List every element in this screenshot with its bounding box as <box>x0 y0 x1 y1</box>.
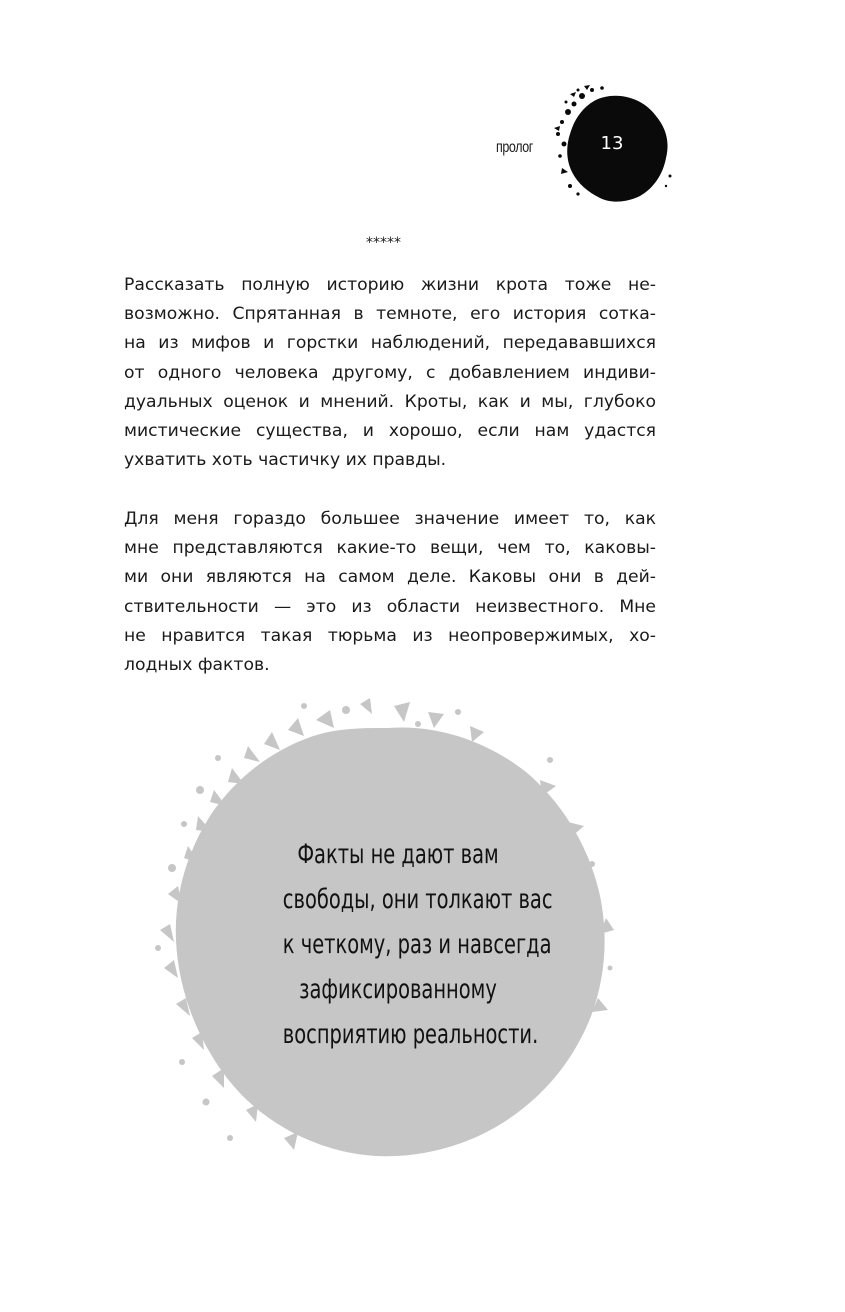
paragraph-line: возможно. Спрятанная в темноте, его история сотка- <box>124 304 656 325</box>
separator-asterisks: ***** <box>366 235 401 248</box>
running-head: пролог <box>496 139 533 156</box>
paragraph-line: Для меня гораздо большее значение имеет то, как <box>124 509 656 529</box>
paragraph-line: ми они являются на самом деле. Каковы они в дей- <box>124 567 656 588</box>
paragraph-line: мистические существа, и хорошо, если нам удастся <box>124 420 656 441</box>
pull-quote-line: Факты не дают вам <box>297 839 499 870</box>
paragraph-line: мне представляются какие-то вещи, чем то, каковы- <box>124 538 656 559</box>
paragraph-line: не нравится такая тюрьма из неопровержимых, хо- <box>124 625 656 646</box>
pull-quote-line: свободы, они толкают вас <box>282 884 553 915</box>
paragraph-line: Рассказать полную историю жизни крота тоже не- <box>124 275 656 295</box>
page-number: 13 <box>600 133 624 154</box>
pull-quote-line: восприятию реальности. <box>282 1019 539 1050</box>
paragraph-line: лодных фактов. <box>124 654 270 675</box>
paragraph-line: на из мифов и горстки наблюдений, передававшихся <box>124 333 656 354</box>
paragraph-1 <box>124 271 656 475</box>
pull-quote-line: к четкому, раз и навсегда <box>282 929 552 960</box>
paragraph-line: ухватить хоть частичку их правды. <box>124 450 447 471</box>
pull-quote-line: зафиксированному <box>299 974 497 1005</box>
section-separator <box>366 234 416 248</box>
pull-quote <box>282 832 553 1057</box>
paragraph-2 <box>124 505 656 680</box>
paragraph-line: ствительности — это из области неизвестного. Мне <box>124 596 656 617</box>
paragraph-line: от одного человека другому, с добавлением индиви- <box>124 362 656 383</box>
paragraph-line: дуальных оценок и мнений. Кроты, как и мы, глубоко <box>124 391 656 412</box>
